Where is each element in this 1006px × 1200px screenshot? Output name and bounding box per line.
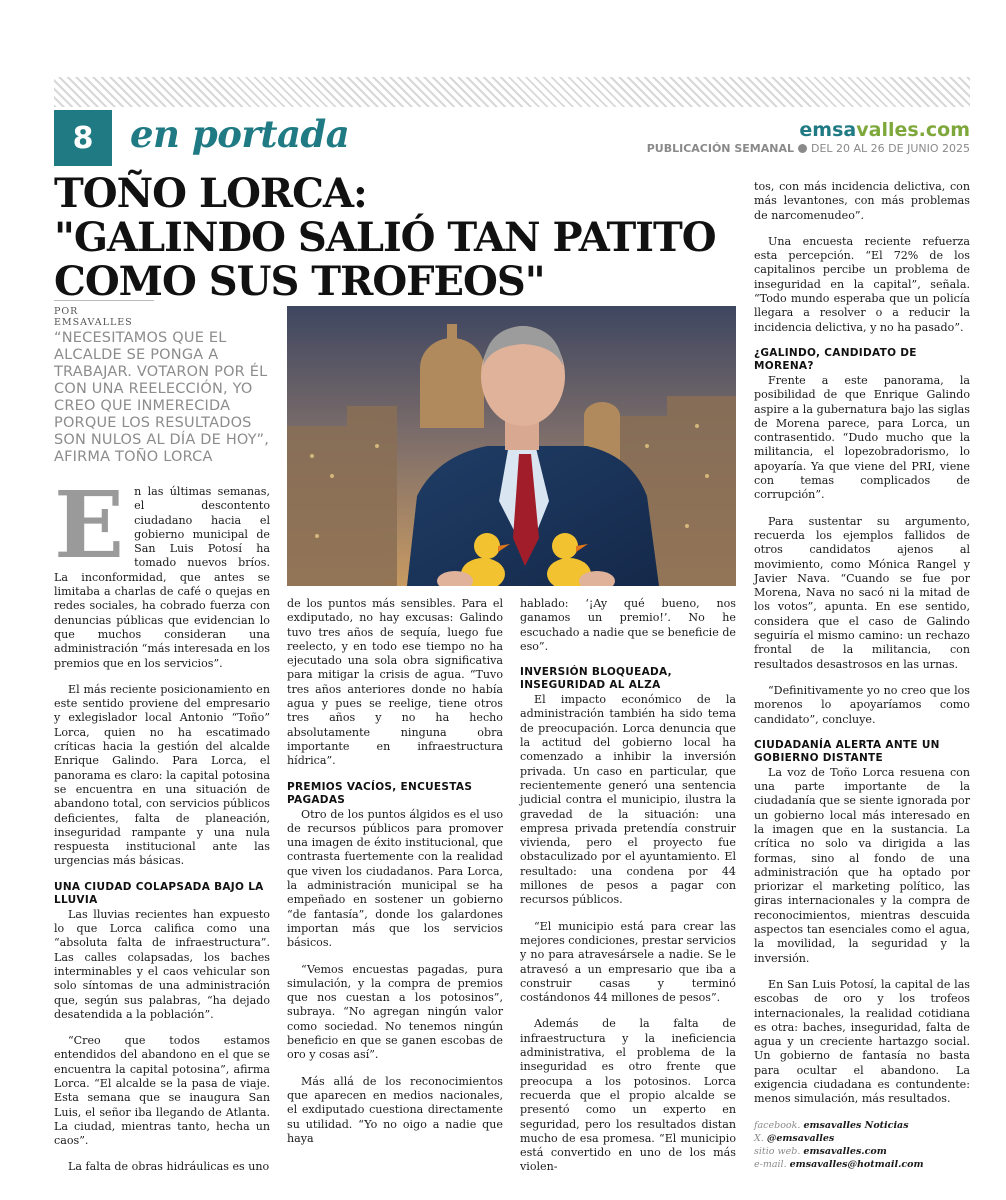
paragraph: Otro de los puntos álgidos es el uso de recursos públicos para promover una imagen de éxito institucional, que contrasta fuertemente con la realidad que viven los ciudadanos. Para Lorca, la administración municipal se ha empeñado en sostener un gobierno “de fantasía”, donde los galardones importan más que los servicios básicos. [287, 807, 503, 950]
article-column-4 [754, 180, 970, 1171]
article-photo [287, 306, 736, 586]
article-headline [54, 172, 744, 304]
page-number: 8 [54, 110, 112, 166]
social-label: sitio web. [754, 1145, 801, 1157]
paragraph: Para sustentar su argumento, recuerda los ejemplos fallidos de otros candidatos ajenos al movimiento, como Mónica Rangel y Javier Nava. “Cuando se fue por Morena, Nava no sacó ni la mitad de los votos”, apunta. En ese sentido, considera que el caso de Galindo seguiría el mismo camino: un rechazo frontal de la militancia, con resultados desastrosos en las urnas. [754, 514, 970, 671]
paragraph: El más reciente posicionamiento en este sentido proviene del empresario y exlegislador local Antonio “Toño” Lorca, quien no ha escatimado críticas hacia la gestión del alcalde Enrique Galindo. Para Lorca, el panorama es claro: la capital potosina se encuentra en una situación de abandono total, con servicios públicos deficientes, falta de planeación, inseguridad rampante y una nula respuesta institucional ante las urgencias más básicas. [54, 682, 270, 868]
paragraph: tos, con más incidencia delictiva, con más levantones, con más problemas de narcomenudeo”. [754, 180, 970, 222]
subheading: PREMIOS VACÍOS, ENCUESTAS PAGADAS [287, 780, 473, 806]
paragraph: Además de la falta de infraestructura y la ineficiencia administrativa, el problema de la inseguridad es otro frente que preocupa a los potosinos. Lorca recuerda que el propio alcalde se presentó como un experto en seguridad, pero los resultados distan mucho de esa promesa. “El municipio está convertido en uno de los más violen- [520, 1017, 736, 1174]
headline-line-3: COMO SUS TROFEOS" [54, 258, 545, 305]
drop-cap: E [54, 471, 125, 579]
subheading: INVERSIÓN BLOQUEADA, INSEGURIDAD AL ALZA [520, 666, 672, 692]
header-stripe [54, 77, 970, 107]
paragraph: Las lluvias recientes han expuesto lo que Lorca califica como una “absoluta falta de infraestructura”. Las calles colapsadas, los baches interminables y el caos vehicular son solo síntomas de una administración que, según sus palabras, “ha dejado desatendida a la población”. [54, 907, 270, 1021]
paragraph: La falta de obras hidráulicas es uno [68, 1160, 270, 1174]
section-title: en portada [130, 112, 350, 156]
paragraph: Más allá de los reconocimientos que aparecen en medios nacionales, el exdiputado cuestiona directamente su utilidad. “Yo no oigo a nadie que haya [287, 1074, 503, 1145]
social-facebook[interactable] [754, 1119, 970, 1132]
publication-info [647, 142, 970, 155]
paragraph: El impacto económico de la administración también ha sido tema de preocupación. Lorca denuncia que la actitud del gobierno local ha comenzado a inhibir la inversión privada. Un caso en particular, que recientemente generó una sentencia judicial contra el municipio, ilustra la gravedad de la situación: una empresa privada pretendía construir vivienda, pero el proyecto fue obstaculizado por el ayuntamiento. El resultado: una condena por 44 millones de pesos a pagar con recursos públicos. [520, 693, 736, 907]
publication-dates: DEL 20 AL 26 DE JUNIO 2025 [810, 142, 970, 155]
subheading: UNA CIUDAD COLAPSADA BAJO LA LLUVIA [54, 880, 264, 906]
social-label: e-mail. [754, 1158, 787, 1170]
paragraph: Una encuesta reciente refuerza esta percepción. “El 72% de los capitalinos percibe un problema de inseguridad en la capital”, señala. “Todo mundo esperaba que un policía llegara a resolver o a reducir la incidencia delictiva, y no ha pasado”. [754, 234, 970, 334]
paragraph: n las últimas semanas, el descontento ciudadano hacia el gobierno municipal de San Luis Potosí ha tomado nuevos bríos. La inconformidad, que antes se limitaba a charlas de café o quejas en redes sociales, ha cobrado fuerza con denuncias públicas que evidencian lo que muchos consideran una administración “más interesada en los premios que en los servicios”. [54, 485, 270, 670]
social-value: emsavalles@hotmail.com [789, 1158, 924, 1170]
subheading: ¿GALINDO, CANDIDATO DE MORENA? [754, 346, 917, 372]
article-column-3 [520, 597, 736, 1187]
separator-dot-icon [798, 144, 807, 153]
social-x[interactable] [754, 1132, 970, 1145]
paragraph: Frente a este panorama, la posibilidad de que Enrique Galindo aspire a la gubernatura bajo las siglas de Morena parece, para Lorca, un contrasentido. “Dudo mucho que la militancia, el lopezobradorismo, lo apoyaría. Ya que viene del PRI, viene con temas complicados de corrupción”. [754, 373, 970, 502]
publication-type: PUBLICACIÓN SEMANAL [646, 142, 794, 155]
brand-logo[interactable] [799, 119, 970, 141]
headline-line-1: TOÑO LORCA: [54, 170, 367, 217]
paragraph: “Definitivamente yo no creo que los morenos lo apoyaríamos como candidato”, concluye. [754, 683, 970, 726]
paragraph: “El municipio está para crear las mejores condiciones, prestar servicios y no para atravesársele a nadie. Se le atravesó a un empresario que iba a construir casas y terminó costándonos 44 millones de pesos”. [520, 919, 736, 1005]
social-label: facebook. [754, 1119, 801, 1131]
social-value: @emsavalles [766, 1132, 835, 1144]
social-value: emsavalles.com [803, 1145, 887, 1157]
paragraph: La voz de Toño Lorca resuena con una parte importante de la ciudadanía que se siente ignorada por un gobierno local más interesado en la imagen que en la sustancia. La crítica no solo va dirigida a las formas, sino al fondo de una administración que ha optado por priorizar el marketing político, las giras internacionales y la compra de reconocimientos, mientras descuida aspectos tan esenciales como el agua, la movilidad, la seguridad y la inversión. [754, 765, 970, 965]
paragraph: “Creo que todos estamos entendidos del abandono en el que se encuentra la capital potosina”, afirma Lorca. “El alcalde se la pasa de viaje. Esta semana que se inaugura San Luis, el señor iba llegando de Atlanta. La ciudad, mientras tanto, hecha un caos”. [54, 1034, 270, 1148]
brand-part-1: emsa [799, 119, 857, 141]
social-email[interactable] [754, 1158, 970, 1171]
brand-part-2: valles.com [856, 119, 970, 141]
headline-line-2: "GALINDO SALIÓ TAN PATITO [54, 214, 716, 261]
social-label: X. [754, 1132, 764, 1144]
byline: POR EMSAVALLES [54, 300, 154, 328]
paragraph: de los puntos más sensibles. Para el exdiputado, no hay excusas: Galindo tuvo tres años de sequía, luego fue reelecto, y en todo ese tiempo no ha ejecutado una sola obra significativa para mitigar la crisis de agua. “Tuvo tres años anteriores donde no había agua y pues se reelige, tiene otros tres años y no ha hecho absolutamente ninguna obra importante en infraestructura hídrica”. [287, 597, 503, 768]
social-website[interactable] [754, 1145, 970, 1158]
article-column-1 [54, 471, 270, 1187]
pull-quote: “NECESITAMOS QUE EL ALCALDE SE PONGA A TRABAJAR. VOTARON POR ÉL CON UNA REELECCIÓN, YO CREO QUE INMERECIDA PORQUE LOS RESULTADOS SON NULOS AL DÍA DE HOY”, AFIRMA TOÑO LORCA [54, 330, 270, 465]
article-column-2 [287, 597, 503, 1158]
social-links [754, 1119, 970, 1171]
paragraph: hablado: ‘¡Ay qué bueno, nos ganamos un premio!’. No he escuchado a nadie que se beneficie de eso”. [520, 597, 736, 653]
paragraph: “Vemos encuestas pagadas, pura simulación, y la compra de premios que nos cuestan a los potosinos”, subraya. “No agregan ningún valor como sociedad. No tenemos ningún beneficio en que se ganen escobas de oro y cosas así”. [287, 962, 503, 1062]
social-value: emsavalles Noticias [803, 1119, 909, 1131]
subheading: CIUDADANÍA ALERTA ANTE UN GOBIERNO DISTANTE [754, 738, 940, 764]
paragraph: En San Luis Potosí, la capital de las escobas de oro y los trofeos internacionales, la realidad cotidiana es otra: baches, inseguridad, falta de agua y un creciente hartazgo social. Un gobierno de fantasía no basta para ocultar el abandono. La exigencia ciudadana es contundente: menos simulación, más resultados. [754, 977, 970, 1106]
